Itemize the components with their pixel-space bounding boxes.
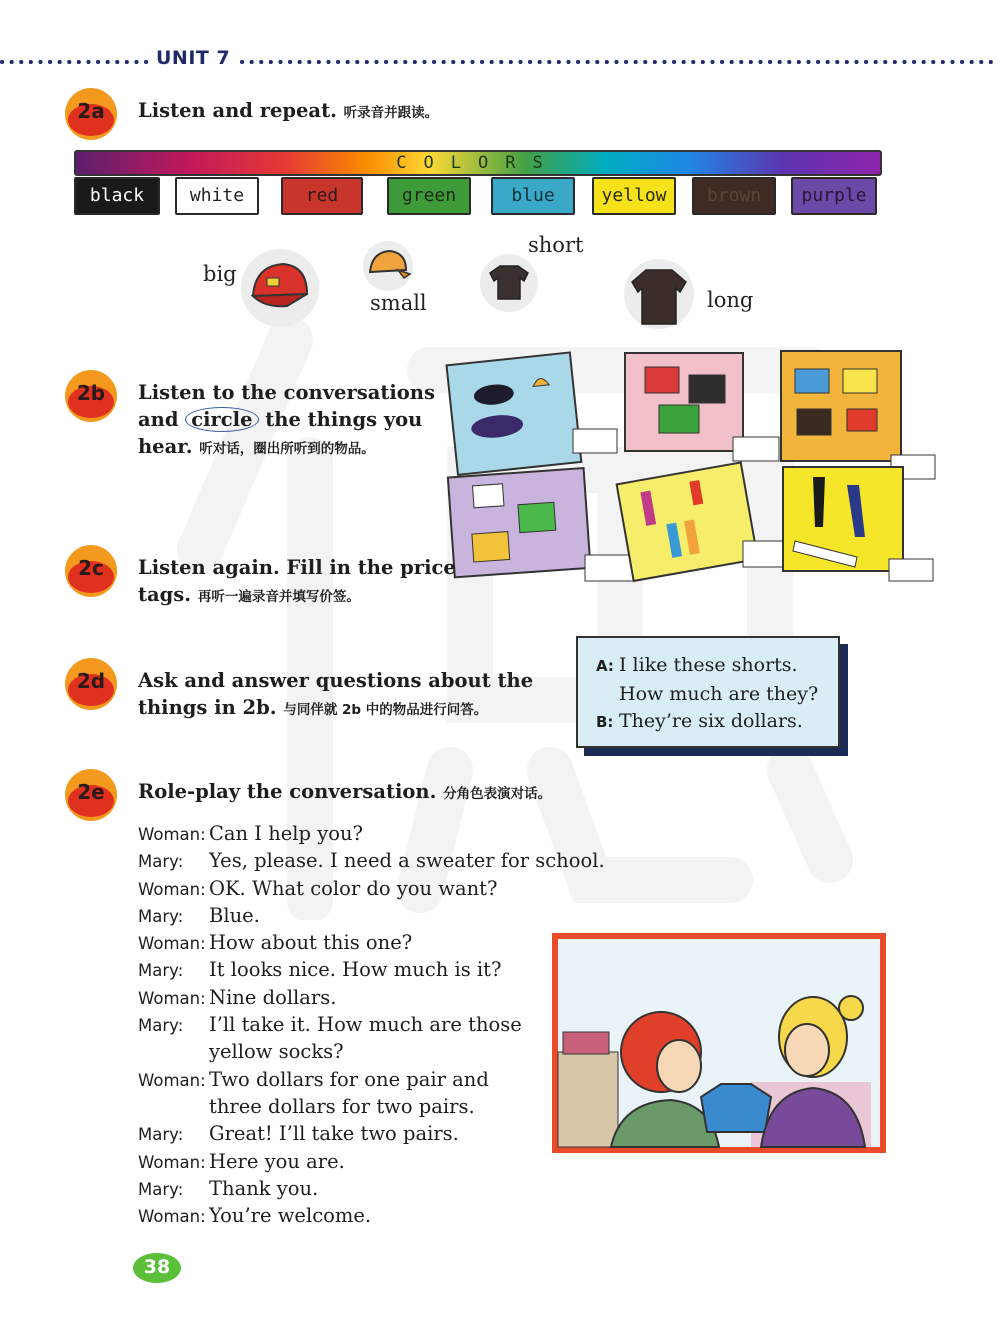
dialogue-line: How much are they? bbox=[619, 682, 819, 705]
page-number: 38 bbox=[143, 1256, 171, 1278]
conversation-line: Woman: Nine dollars. bbox=[138, 985, 337, 1009]
circle-word: circle bbox=[185, 407, 258, 432]
conversation-line: Mary: I’ll take it. How much are those bbox=[138, 1013, 522, 1037]
example-dialogue-box bbox=[576, 636, 840, 748]
conversation-line: Woman: You’re welcome. bbox=[138, 1204, 372, 1228]
word-long: long bbox=[707, 288, 754, 312]
conversation-line: Woman: How about this one? bbox=[138, 931, 413, 955]
conversation-line: Woman: OK. What color do you want? bbox=[138, 876, 498, 900]
badge-2b: 2b bbox=[64, 368, 118, 422]
big-cap-image bbox=[235, 248, 325, 330]
instruction-2d: Ask and answer questions about the things in 2b. 与同伴就 2b 中的物品进行问答。 bbox=[138, 669, 534, 719]
conversation-line: yellow socks? bbox=[209, 1040, 344, 1064]
word-small: small bbox=[370, 291, 427, 315]
conversation-line: Woman: Here you are. bbox=[138, 1149, 345, 1173]
badge-2c: 2c bbox=[64, 543, 118, 597]
shop-illustration bbox=[551, 932, 887, 1154]
conversation-line: Mary: It looks nice. How much is it? bbox=[138, 958, 502, 982]
conversation-line: three dollars for two pairs. bbox=[209, 1094, 475, 1118]
small-cap-image bbox=[360, 240, 416, 292]
long-shirt-image bbox=[622, 258, 696, 330]
badge-2e: 2e bbox=[64, 767, 118, 821]
instruction-2c: Listen again. Fill in the price tags. 再听一遍录音并填写价签。 bbox=[138, 556, 456, 606]
swatch-blue: blue bbox=[491, 177, 575, 215]
dialogue-line: B: They’re six dollars. bbox=[596, 710, 803, 732]
word-big: big bbox=[203, 262, 237, 286]
clothes-cards-illustration bbox=[445, 345, 940, 590]
instruction-2a: Listen and repeat. 听录音并跟读。 bbox=[138, 99, 439, 122]
conversation-line: Mary: Blue. bbox=[138, 903, 260, 927]
conversation-line: Mary: Thank you. bbox=[138, 1176, 319, 1200]
instruction-2b: Listen to the conversations and circle the things you hear. 听对话，圈出所听到的物品。 bbox=[138, 381, 435, 458]
swatch-yellow: yellow bbox=[592, 177, 676, 215]
instruction-2e: Role-play the conversation. 分角色表演对话。 bbox=[138, 780, 552, 803]
swatch-black: black bbox=[74, 177, 160, 215]
badge-2a: 2a bbox=[64, 86, 118, 140]
swatch-red: red bbox=[281, 177, 363, 215]
role-play-conversation bbox=[138, 820, 608, 1229]
short-shirt-image bbox=[478, 253, 540, 313]
swatch-brown: brown bbox=[692, 177, 776, 215]
dialogue-line: A: I like these shorts. bbox=[596, 654, 798, 676]
conversation-line: Woman: Can I help you? bbox=[138, 822, 363, 845]
conversation-line: Mary: Great! I’ll take two pairs. bbox=[138, 1122, 459, 1146]
word-short: short bbox=[528, 233, 584, 257]
colors-bar-label: COLORS bbox=[396, 153, 560, 173]
unit-label: UNIT 7 bbox=[150, 47, 236, 69]
swatch-purple: purple bbox=[791, 177, 877, 215]
swatch-white: white bbox=[175, 177, 259, 215]
colors-bar bbox=[74, 150, 882, 176]
conversation-line: Mary: Yes, please. I need a sweater for school. bbox=[138, 849, 605, 873]
swatch-green: green bbox=[387, 177, 471, 215]
badge-2d: 2d bbox=[64, 656, 118, 710]
conversation-line: Woman: Two dollars for one pair and bbox=[138, 1067, 489, 1091]
